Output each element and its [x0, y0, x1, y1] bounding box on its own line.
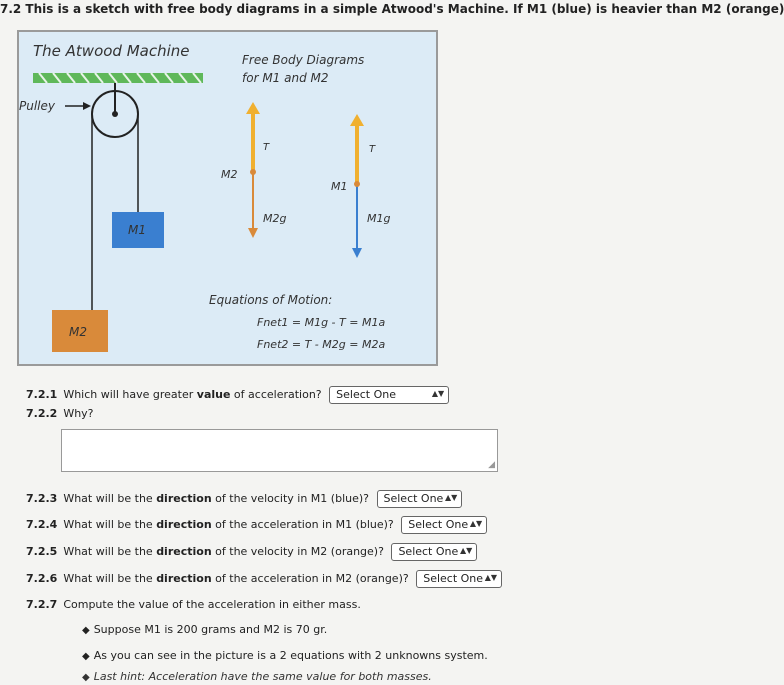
equation-2: Fnet2 = T - M2g = M2a — [257, 338, 386, 351]
m2-weight-label: M2g — [263, 212, 287, 225]
question-7-2-7: 7.2.7 Compute the value of the acceleration in either mass. — [26, 598, 361, 611]
fbd-title-1: Free Body Diagrams — [242, 53, 365, 67]
m2-fbd-dot — [250, 169, 256, 175]
select-arrows-icon: ▲▼ — [484, 573, 498, 582]
hint-bullet-1: ◆ Suppose M1 is 200 grams and M2 is 70 gr. — [82, 623, 328, 636]
question-7-2-5: 7.2.5 What will be the direction of the velocity in M2 (orange)? Select One ▲▼ — [26, 543, 477, 561]
m2-label: M2 — [69, 325, 87, 339]
select-arrows-icon: ▲▼ — [445, 493, 458, 502]
m1-tension-label: T — [369, 144, 376, 155]
q6-select[interactable]: Select One ▲▼ — [416, 570, 502, 588]
m1-label: M1 — [128, 223, 146, 237]
q3-select[interactable]: Select One ▲▼ — [377, 490, 463, 508]
m1-weight-label: M1g — [367, 212, 391, 225]
diamond-bullet-icon: ◆ — [82, 651, 90, 662]
select-arrows-icon: ▲▼ — [459, 546, 473, 555]
resize-grip-icon[interactable]: ◢ — [488, 460, 495, 470]
m2-fbd-label: M2 — [221, 168, 238, 181]
pulley-label: Pulley — [19, 99, 55, 113]
question-7-2-6: 7.2.6 What will be the direction of the acceleration in M2 (orange)? Select One ▲▼ — [26, 570, 502, 588]
question-7-2-1: 7.2.1 Which will have greater value of acceleration? Select One ▲▼ — [26, 386, 449, 404]
m2-tension-label: T — [263, 142, 270, 153]
question-heading: 7.2 This is a sketch with free body diagrams in a simple Atwood's Machine. If M1 (blue) is heavier than M2 (orange) — [0, 2, 784, 16]
why-answer-textarea[interactable] — [61, 429, 498, 472]
fbd-title-2: for M1 and M2 — [242, 71, 329, 85]
select-arrows-icon: ▲▼ — [469, 519, 483, 528]
select-arrows-icon: ▲▼ — [431, 389, 445, 398]
diamond-bullet-icon: ◆ — [82, 625, 90, 636]
question-7-2-4: 7.2.4 What will be the direction of the acceleration in M1 (blue)? Select One ▲▼ — [26, 516, 487, 534]
atwood-diagram — [19, 32, 440, 368]
hint-bullet-2: ◆ As you can see in the picture is a 2 equations with 2 unknowns system. — [82, 649, 488, 662]
ceiling-bar — [33, 73, 203, 83]
hint-bullet-3: ◆ Last hint: Acceleration have the same value for both masses. — [82, 670, 432, 683]
diamond-bullet-icon: ◆ — [82, 672, 90, 683]
m1-fbd-dot — [354, 181, 360, 187]
q1-select[interactable]: Select One ▲▼ — [329, 386, 449, 404]
equations-title: Equations of Motion: — [209, 293, 333, 307]
atwood-machine-figure — [17, 30, 438, 366]
equation-1: Fnet1 = M1g - T = M1a — [257, 316, 386, 329]
question-7-2-2: 7.2.2 Why? — [26, 407, 94, 420]
m1-fbd-label: M1 — [331, 180, 348, 193]
figure-title: The Atwood Machine — [33, 42, 190, 60]
q4-select[interactable]: Select One ▲▼ — [401, 516, 487, 534]
question-7-2-3: 7.2.3 What will be the direction of the velocity in M1 (blue)? Select One ▲▼ — [26, 490, 462, 508]
q5-select[interactable]: Select One ▲▼ — [391, 543, 477, 561]
